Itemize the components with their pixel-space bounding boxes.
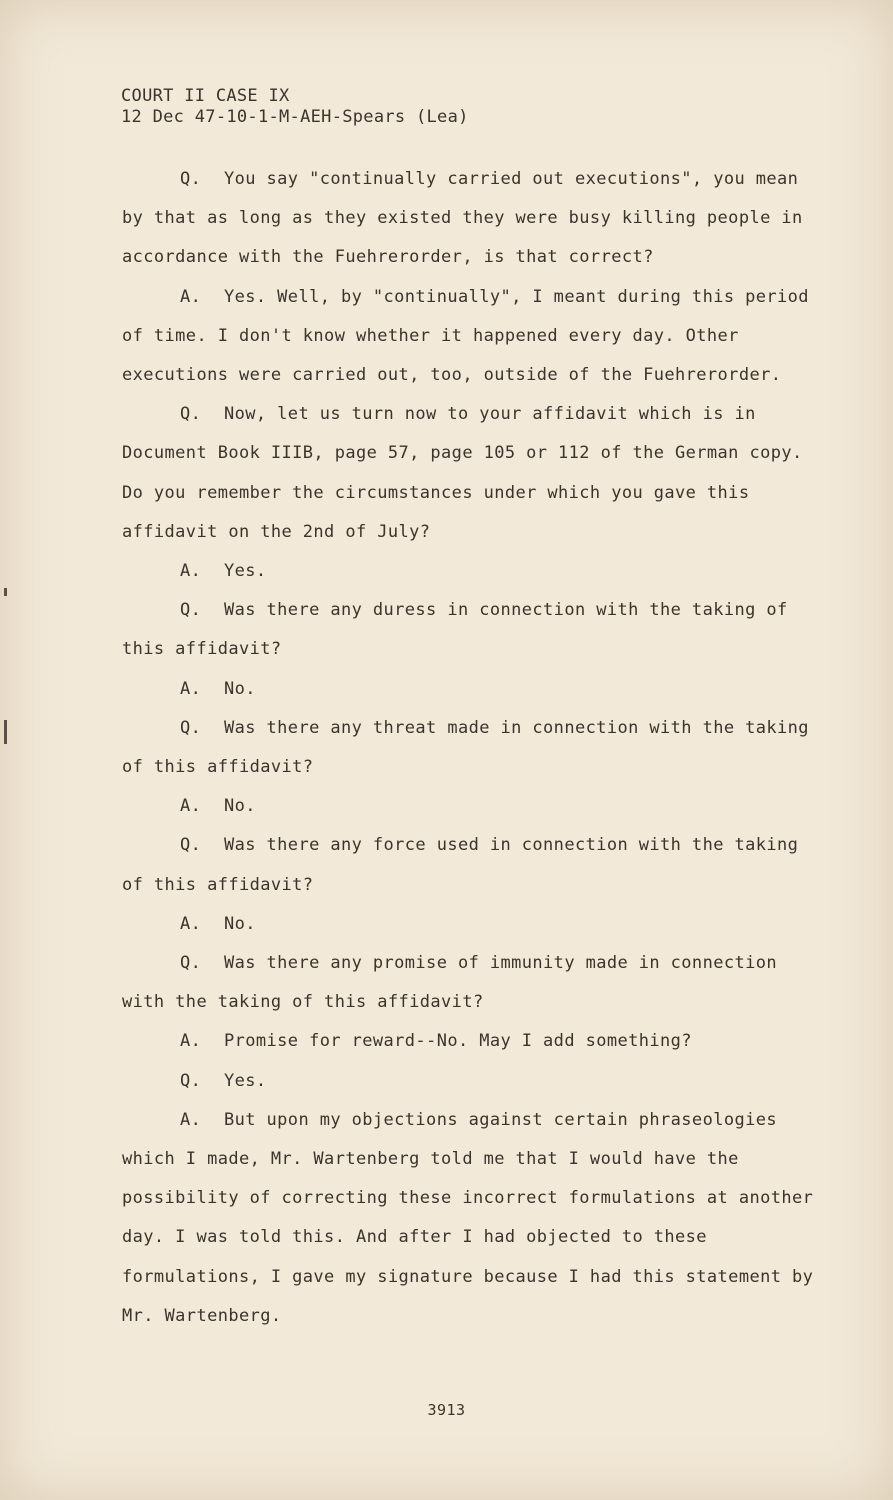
transcript-header: [121, 86, 469, 128]
transcript-paragraph: [122, 787, 822, 826]
paragraph-text: But upon my objections against certain phraseologies which I made, Mr. Wartenberg told me that I would have the possibility of correcting these incorrect formulations at another day. I was told this. And after I had objected to these formulations, I gave my signature because I had this statement by Mr. Wartenberg.: [122, 1109, 814, 1326]
court-case-line: COURT II CASE IX: [121, 86, 290, 106]
transcript-paragraph: [122, 944, 822, 1022]
page-number: 3913: [427, 1401, 466, 1419]
transcript-paragraph: [122, 591, 822, 669]
transcript-paragraph: [122, 1062, 822, 1101]
speaker-label: A.: [180, 678, 202, 699]
transcript-paragraph: [122, 826, 822, 904]
session-reference-line: 12 Dec 47-10-1-M-AEH-Spears (Lea): [121, 107, 469, 127]
speaker-label: A.: [180, 913, 202, 934]
speaker-label: Q.: [180, 835, 202, 856]
speaker-label: A.: [180, 286, 202, 307]
speaker-label: Q.: [180, 169, 202, 189]
speaker-label: A.: [180, 796, 202, 817]
transcript-paragraph: [122, 905, 822, 944]
speaker-label: Q.: [180, 953, 202, 974]
speaker-label: Q.: [180, 600, 202, 621]
transcript-paragraph: [122, 278, 822, 396]
paragraph-text: No.: [224, 678, 256, 699]
transcript-paragraph: [122, 1022, 822, 1061]
paragraph-text: Was there any force used in connection with the taking of this affidavit?: [122, 835, 799, 895]
speaker-label: Q.: [180, 404, 202, 425]
transcript-paragraph: [122, 160, 822, 278]
speaker-label: Q.: [180, 1070, 202, 1091]
paragraph-text: No.: [224, 913, 256, 934]
speaker-label: A.: [180, 1109, 202, 1130]
paragraph-text: Yes.: [224, 1070, 267, 1091]
speaker-label: Q.: [180, 717, 202, 738]
transcript-paragraph: [122, 709, 822, 787]
paragraph-text: You say "continually carried out executions", you mean by that as long as they existed they were busy killing people in accordance with the Fuehrerorder, is that correct?: [122, 169, 803, 268]
margin-mark: [4, 720, 7, 744]
transcript-paragraph: [122, 670, 822, 709]
transcript-body: [122, 160, 822, 1336]
paragraph-text: Now, let us turn now to your affidavit which is in Document Book IIIB, page 57, page 105 or 112 of the German copy. Do you remember the circumstances under which you gave this affidavit on the 2nd of July?: [122, 404, 803, 542]
paragraph-text: Yes.: [224, 561, 267, 582]
transcript-paragraph: [122, 552, 822, 591]
paragraph-text: Was there any duress in connection with the taking of this affidavit?: [122, 600, 788, 660]
transcript-paragraph: [122, 1101, 822, 1336]
paragraph-text: Yes. Well, by "continually", I meant during this period of time. I don't know whether it happened every day. Other executions were carried out, too, outside of the Fuehrerorder.: [122, 286, 809, 386]
paragraph-text: Was there any promise of immunity made in connection with the taking of this affidavit?: [122, 953, 778, 1013]
paragraph-text: Was there any threat made in connection with the taking of this affidavit?: [122, 717, 809, 778]
transcript-paragraph: [122, 395, 822, 552]
speaker-label: A.: [180, 561, 202, 582]
margin-mark: [4, 588, 7, 596]
paragraph-text: Promise for reward--No. May I add something?: [224, 1031, 692, 1052]
speaker-label: A.: [180, 1031, 202, 1052]
paragraph-text: No.: [224, 796, 256, 817]
